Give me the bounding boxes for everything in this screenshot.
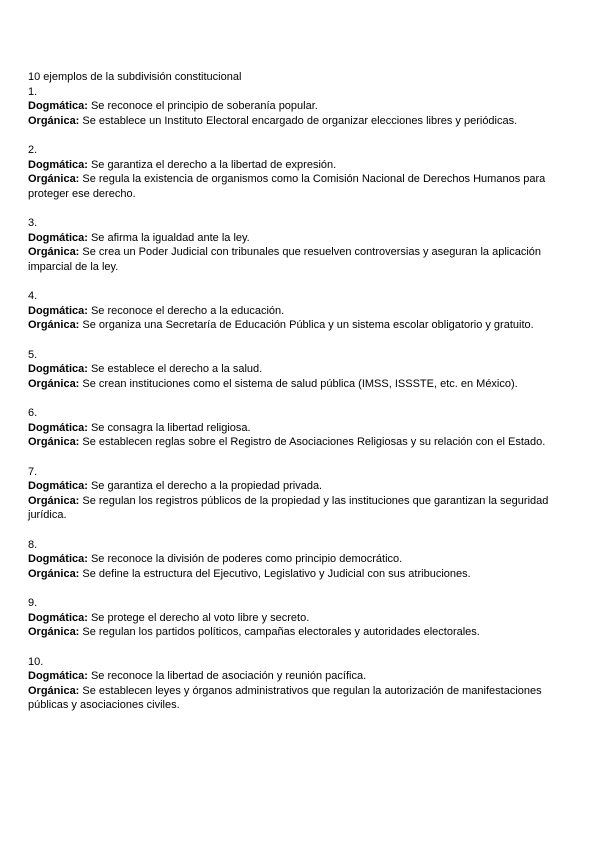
dogmatica-label: Dogmática:: [28, 670, 88, 682]
example-number: 5.: [28, 348, 38, 361]
organica-text: Se regulan los registros públicos de la propiedad y las instituciones que garantizan la seguridad jurídica.: [28, 494, 549, 521]
organica-label: Orgánica:: [28, 626, 80, 638]
organica-label: Orgánica:: [28, 494, 80, 507]
organica-line: [28, 684, 576, 713]
dogmatica-label: Dogmática:: [28, 421, 88, 434]
organica-line: [28, 625, 576, 640]
dogmatica-label: Dogmática:: [28, 553, 88, 565]
dogmatica-text: Se establece el derecho a la salud.: [87, 363, 263, 375]
organica-label: Orgánica:: [28, 567, 80, 580]
organica-line: [28, 245, 576, 274]
dogmatica-line: [28, 304, 576, 319]
organica-label: Orgánica:: [28, 114, 80, 127]
organica-label: Orgánica:: [28, 377, 80, 390]
organica-text: Se crea un Poder Judicial con tribunales que resuelven controversias y aseguran la aplicación imparcial de la ley.: [28, 246, 542, 273]
example-item: [28, 655, 576, 713]
dogmatica-label: Dogmática:: [28, 231, 88, 244]
example-item: [28, 596, 576, 640]
example-number: 8.: [28, 538, 38, 551]
example-number: 4.: [28, 290, 38, 302]
dogmatica-line: [28, 479, 576, 494]
example-item: [28, 406, 576, 450]
dogmatica-line: [28, 611, 576, 626]
organica-text: Se crean instituciones como el sistema de salud pública (IMSS, ISSSTE, etc. en México).: [79, 377, 518, 390]
dogmatica-text: Se protege el derecho al voto libre y secreto.: [87, 611, 310, 624]
dogmatica-label: Dogmática:: [28, 100, 88, 112]
example-item: [28, 538, 576, 582]
dogmatica-label: Dogmática:: [28, 480, 88, 492]
dogmatica-text: Se garantiza el derecho a la libertad de expresión.: [87, 158, 337, 171]
organica-line: [28, 318, 576, 333]
document-page: [28, 70, 576, 728]
dogmatica-text: Se reconoce la división de poderes como principio democrático.: [87, 553, 403, 565]
organica-text: Se regula la existencia de organismos como la Comisión Nacional de Derechos Humanos para proteger ese derecho.: [28, 173, 546, 200]
example-number: 10.: [28, 655, 44, 668]
example-item: [28, 348, 576, 392]
organica-line: [28, 377, 576, 392]
dogmatica-text: Se afirma la igualdad ante la ley.: [87, 231, 250, 244]
dogmatica-label: Dogmática:: [28, 611, 88, 624]
example-number: 2.: [28, 144, 38, 156]
organica-line: [28, 494, 576, 523]
dogmatica-line: [28, 231, 576, 246]
dogmatica-text: Se reconoce la libertad de asociación y reunión pacífica.: [87, 670, 367, 682]
example-number: 6.: [28, 407, 38, 419]
organica-text: Se establecen leyes y órganos administrativos que regulan la autorización de manifestaciones públicas y asociaciones civiles.: [28, 684, 542, 711]
organica-line: [28, 435, 576, 450]
organica-text: Se regulan los partidos políticos, campañas electorales y autoridades electorales.: [79, 626, 480, 638]
example-item: [28, 289, 576, 333]
dogmatica-label: Dogmática:: [28, 158, 88, 171]
example-number: 7.: [28, 465, 38, 478]
example-item: [28, 85, 576, 129]
dogmatica-line: [28, 421, 576, 436]
examples-list: [28, 85, 576, 713]
organica-text: Se organiza una Secretaría de Educación Pública y un sistema escolar obligatorio y gratuito.: [79, 319, 534, 331]
organica-label: Orgánica:: [28, 436, 80, 448]
organica-label: Orgánica:: [28, 246, 80, 258]
example-item: [28, 465, 576, 523]
example-number: 3.: [28, 217, 38, 229]
document-title: 10 ejemplos de la subdivisión constitucional: [28, 71, 242, 83]
dogmatica-line: [28, 552, 576, 567]
dogmatica-label: Dogmática:: [28, 363, 88, 375]
dogmatica-line: [28, 158, 576, 173]
dogmatica-text: Se consagra la libertad religiosa.: [87, 421, 251, 434]
example-number: 1.: [28, 85, 38, 98]
organica-text: Se define la estructura del Ejecutivo, Legislativo y Judicial con sus atribuciones.: [79, 567, 471, 580]
organica-text: Se establecen reglas sobre el Registro de Asociaciones Religiosas y su relación con el Estado.: [79, 436, 546, 448]
organica-line: [28, 114, 576, 129]
dogmatica-line: [28, 669, 576, 684]
dogmatica-text: Se garantiza el derecho a la propiedad privada.: [87, 480, 323, 492]
dogmatica-label: Dogmática:: [28, 304, 88, 317]
dogmatica-text: Se reconoce el principio de soberanía popular.: [87, 100, 318, 112]
example-item: [28, 216, 576, 274]
dogmatica-line: [28, 362, 576, 377]
organica-text: Se establece un Instituto Electoral encargado de organizar elecciones libres y periódicas.: [79, 114, 518, 127]
organica-line: [28, 172, 576, 201]
dogmatica-line: [28, 99, 576, 114]
dogmatica-text: Se reconoce el derecho a la educación.: [87, 304, 285, 317]
organica-label: Orgánica:: [28, 173, 80, 185]
example-item: [28, 143, 576, 201]
organica-label: Orgánica:: [28, 319, 80, 331]
organica-label: Orgánica:: [28, 684, 80, 697]
example-number: 9.: [28, 597, 38, 609]
organica-line: [28, 567, 576, 582]
